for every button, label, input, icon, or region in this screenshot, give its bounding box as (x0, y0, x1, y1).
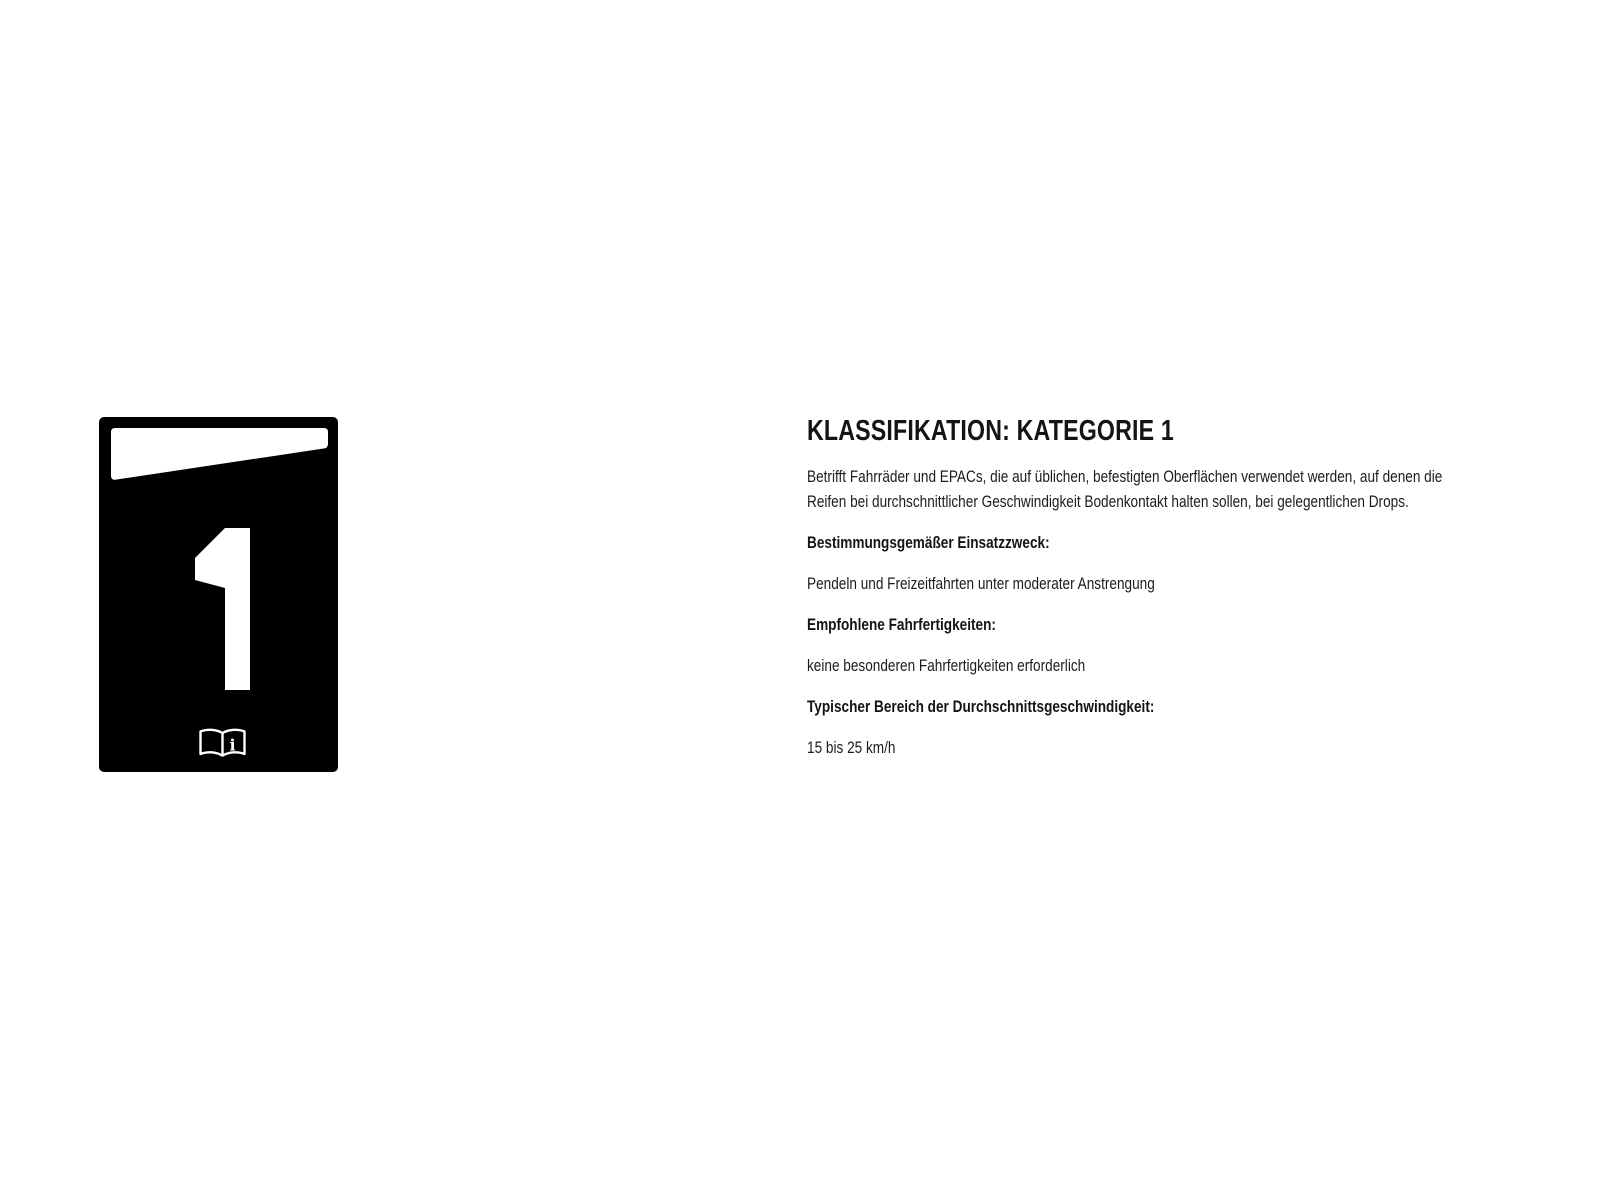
category-number (99, 417, 100, 418)
section-value-recommended-skills: keine besonderen Fahrfertigkeiten erforderlich (807, 656, 1086, 675)
category-number-glyph (195, 528, 250, 690)
section-label-average-speed-range: Typischer Bereich der Durchschnittsgeschwindigkeit: (807, 697, 1155, 716)
section-label-recommended-skills: Empfohlene Fahrfertigkeiten: (807, 615, 996, 634)
page-title: KLASSIFIKATION: KATEGORIE 1 (807, 415, 1174, 447)
section-label-intended-use: Bestimmungsgemäßer Einsatzzweck: (807, 533, 1050, 552)
manual-icon-info-letter: i (229, 735, 236, 755)
badge-stripe (111, 428, 328, 481)
category-badge (99, 417, 338, 772)
section-value-intended-use: Pendeln und Freizeitfahrten unter moderater Anstrengung (807, 574, 1155, 593)
section-value-average-speed-range: 15 bis 25 km/h (807, 738, 896, 757)
consult-manual-book-icon (198, 727, 247, 760)
category-info-panel (807, 414, 1471, 776)
category-description: Betrifft Fahrräder und EPACs, die auf üblichen, befestigten Oberflächen verwendet werden, auf denen die Reifen bei durchschnittlicher Geschwindigkeit Bodenkontakt halten sollen, bei gelegentlichen Drops. (807, 467, 1443, 511)
